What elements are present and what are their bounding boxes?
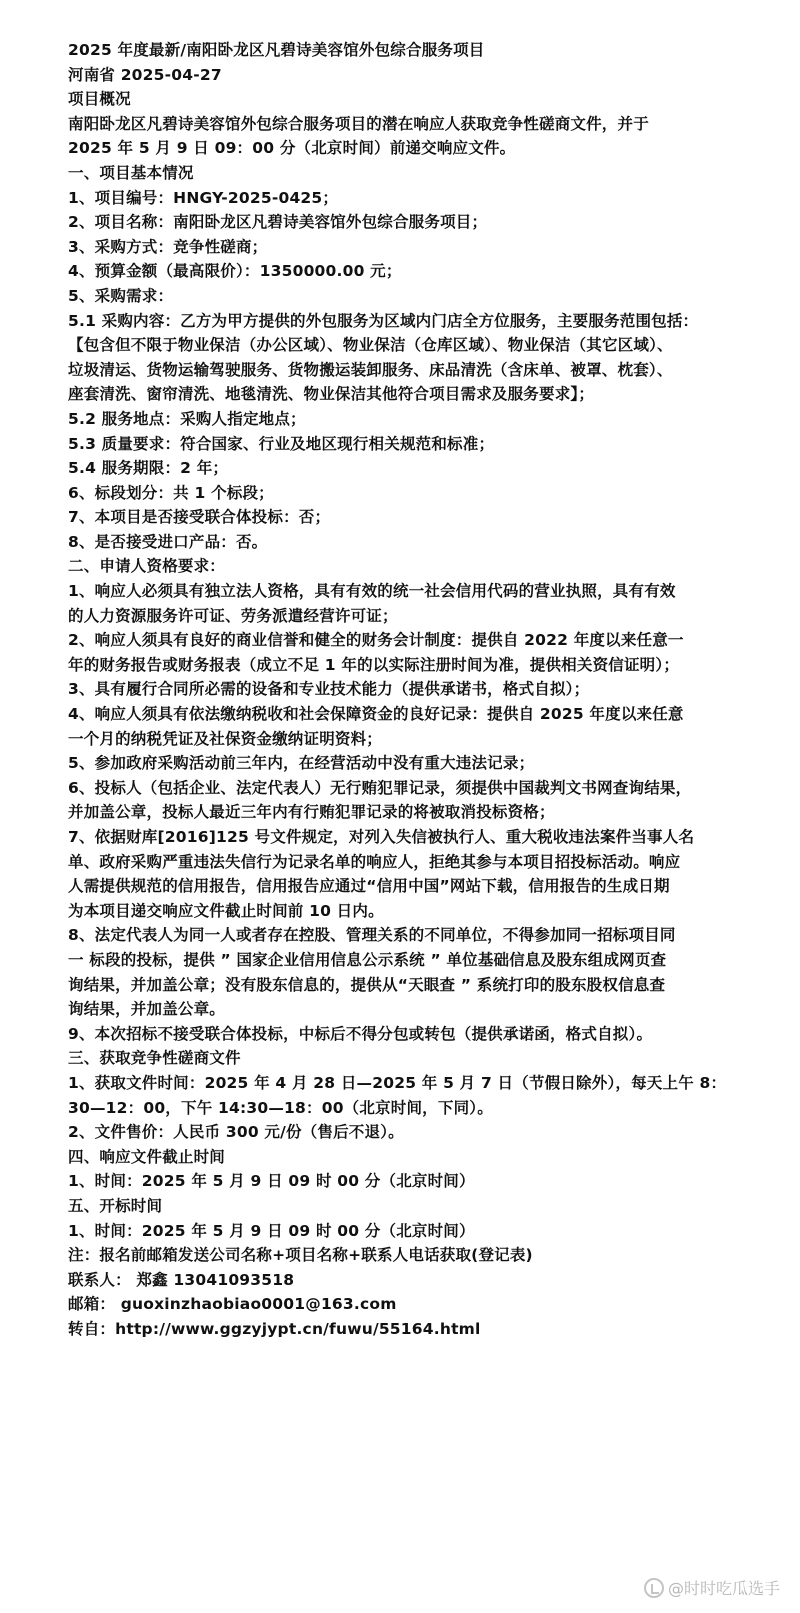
document-line: 邮箱： guoxinzhaobiao0001@163.com: [68, 1295, 397, 1314]
document-line: 8、是否接受进口产品：否。: [68, 532, 268, 551]
document-line: 单、政府采购严重违法失信行为记录名单的响应人，拒绝其参与本项目招投标活动。响应: [68, 852, 681, 871]
document-line: 注：报名前邮箱发送公司名称+项目名称+联系人电话获取(登记表): [68, 1246, 533, 1265]
document-line: 项目概况: [68, 90, 131, 109]
document-line: 5.3 质量要求：符合国家、行业及地区现行相关规范和标准；: [68, 434, 495, 453]
document-line: 询结果，并加盖公章；没有股东信息的，提供从“天眼查 ” 系统打印的股东股权信息查: [68, 975, 666, 994]
document-line: 一 标段的投标，提供 ” 国家企业信用信息公示系统 ” 单位基础信息及股东组成网页查: [68, 950, 667, 969]
document-line: 2、响应人须具有良好的商业信誉和健全的财务会计制度：提供自 2022 年度以来任意一: [68, 631, 684, 650]
document-line: 1、获取文件时间：2025 年 4 月 28 日—2025 年 5 月 7 日（节假日除外），每天上午 8：: [68, 1073, 727, 1092]
document-line: 5.2 服务地点：采购人指定地点；: [68, 409, 306, 428]
document-line: 2、项目名称：南阳卧龙区凡碧诗美容馆外包综合服务项目；: [68, 213, 488, 232]
document-line: 为本项目递交响应文件截止时间前 10 日内。: [68, 901, 384, 920]
document-line: 的人力资源服务许可证、劳务派遣经营许可证；: [68, 606, 398, 625]
document-line: 1、项目编号：HNGY-2025-0425；: [68, 188, 339, 207]
document-line: 转自：http://www.ggzyjypt.cn/fuwu/55164.html: [68, 1319, 481, 1338]
document-line: 河南省 2025-04-27: [68, 65, 222, 84]
document-line: 6、标段划分：共 1 个标段；: [68, 483, 274, 502]
document-line: 3、采购方式：竞争性磋商；: [68, 237, 268, 256]
document-line: 8、法定代表人为同一人或者存在控股、管理关系的不同单位，不得参加同一招标项目同: [68, 926, 676, 945]
document-line: 1、时间：2025 年 5 月 9 日 09 时 00 分（北京时间）: [68, 1221, 475, 1240]
document-line: 5.4 服务期限：2 年；: [68, 459, 229, 478]
document-line: 5.1 采购内容：乙方为甲方提供的外包服务为区域内门店全方位服务，主要服务范围包括：: [68, 311, 699, 330]
document-line: 3、具有履行合同所必需的设备和专业技术能力（提供承诺书，格式自拟）；: [68, 680, 590, 699]
document-line: 询结果，并加盖公章。: [68, 1000, 226, 1019]
document-line: 二、申请人资格要求：: [68, 557, 226, 576]
document-line: 2025 年度最新/南阳卧龙区凡碧诗美容馆外包综合服务项目: [68, 41, 485, 59]
document-line: 一、项目基本情况: [68, 163, 194, 182]
announcement-document: [68, 38, 788, 1341]
document-line: 1、时间：2025 年 5 月 9 日 09 时 00 分（北京时间）: [68, 1172, 475, 1191]
watermark: [644, 1576, 780, 1599]
document-line: 9、本次招标不接受联合体投标，中标后不得分包或转包（提供承诺函，格式自拟）。: [68, 1024, 653, 1043]
document-line: 五、开标时间: [68, 1196, 163, 1215]
document-line: 1、响应人必须具有独立法人资格，具有有效的统一社会信用代码的营业执照，具有有效: [68, 582, 676, 601]
document-line: 四、响应文件截止时间: [68, 1147, 226, 1166]
document-line: 4、响应人须具有依法缴纳税收和社会保障资金的良好记录：提供自 2025 年度以来任意: [68, 705, 684, 724]
document-line: 5、采购需求：: [68, 286, 174, 305]
document-line: 6、投标人（包括企业、法定代表人）无行贿犯罪记录，须提供中国裁判文书网查询结果，: [68, 778, 692, 797]
document-line: 7、本项目是否接受联合体投标：否；: [68, 508, 331, 527]
document-line: 南阳卧龙区凡碧诗美容馆外包综合服务项目的潜在响应人获取竞争性磋商文件，并于: [68, 114, 649, 133]
document-line: 4、预算金额（最高限价）：1350000.00 元；: [68, 262, 402, 281]
document-line: 年的财务报告或财务报表（成立不足 1 年的以实际注册时间为准，提供相关资信证明）；: [68, 655, 680, 674]
document-line: 座套清洗、窗帘清洗、地毯清洗、物业保洁其他符合项目需求及服务要求】；: [68, 385, 595, 404]
app-logo-icon: [644, 1578, 664, 1598]
document-line: 联系人： 郑鑫 13041093518: [68, 1270, 295, 1289]
document-line: 一个月的纳税凭证及社保资金缴纳证明资料；: [68, 729, 383, 748]
document-line: 30—12：00，下午 14:30—18：00（北京时间，下同）。: [68, 1098, 493, 1117]
document-line: 7、依据财库[2016]125 号文件规定，对列入失信被执行人、重大税收违法案件当事人名: [68, 828, 695, 846]
document-line: 5、参加政府采购活动前三年内，在经营活动中没有重大违法记录；: [68, 754, 535, 773]
document-line: 垃圾清运、货物运输驾驶服务、货物搬运装卸服务、床品清洗（含床单、被罩、枕套）、: [68, 360, 673, 379]
document-line: 并加盖公章，投标人最近三年内有行贿犯罪记录的将被取消投标资格；: [68, 803, 555, 822]
watermark-text: @时时吃瓜选手: [667, 1579, 780, 1598]
document-line: 【包含但不限于物业保洁（办公区域）、物业保洁（仓库区域）、物业保洁（其它区域）、: [68, 336, 673, 355]
document-line: 人需提供规范的信用报告，信用报告应通过“信用中国”网站下载，信用报告的生成日期: [68, 877, 670, 896]
document-line: 2025 年 5 月 9 日 09：00 分（北京时间）前递交响应文件。: [68, 139, 516, 158]
document-line: 2、文件售价：人民币 300 元/份（售后不退）。: [68, 1123, 404, 1142]
document-line: 三、获取竞争性磋商文件: [68, 1049, 241, 1068]
